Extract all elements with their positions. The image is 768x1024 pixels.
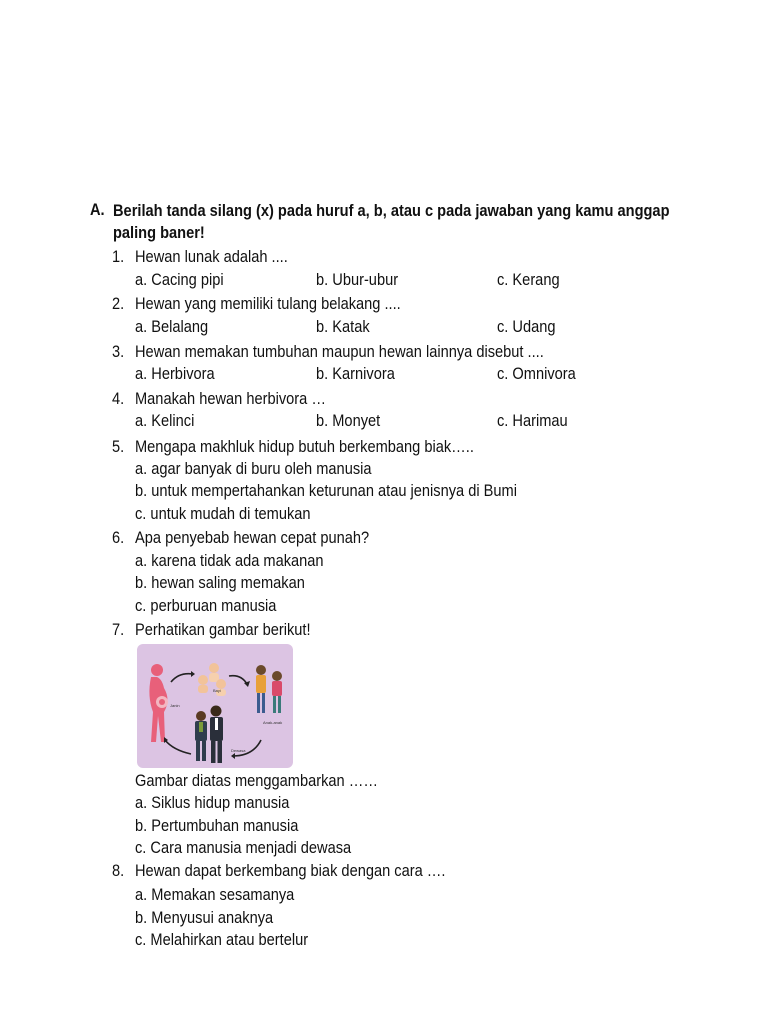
option-b: b. hewan saling memakan <box>135 573 305 592</box>
question-number: 6. <box>112 528 125 547</box>
pregnant-woman-icon <box>149 664 168 742</box>
question-number: 3. <box>112 342 125 361</box>
option-c: c. Omnivora <box>497 364 576 383</box>
option-c: c. Melahirkan atau bertelur <box>135 930 309 949</box>
label-dewasa: Dewasa <box>231 748 246 753</box>
figure-question-text: Gambar diatas menggambarkan …… <box>135 771 378 790</box>
option-a: a. Memakan sesamanya <box>135 885 295 904</box>
question-text: Hewan memakan tumbuhan maupun hewan lainnya disebut .... <box>135 342 544 361</box>
section-instruction-continued: paling baner! <box>113 223 205 242</box>
option-c: c. Cara manusia menjadi dewasa <box>135 838 352 857</box>
option-c: c. Harimau <box>497 411 568 430</box>
question-text: Hewan yang memiliki tulang belakang .... <box>135 294 401 313</box>
human-life-cycle-figure <box>137 644 293 768</box>
option-b: b. Karnivora <box>316 364 395 383</box>
option-a: a. Siklus hidup manusia <box>135 793 290 812</box>
question-number: 7. <box>112 620 125 639</box>
adults-icon <box>195 706 223 764</box>
label-anak: Anak-anak <box>263 720 283 725</box>
option-c: c. Udang <box>497 317 556 336</box>
option-a: a. agar banyak di buru oleh manusia <box>135 459 372 478</box>
option-c: c. Kerang <box>497 270 560 289</box>
question-text: Apa penyebab hewan cepat punah? <box>135 528 370 547</box>
label-janin: Janin <box>170 703 180 708</box>
question-number: 4. <box>112 389 125 408</box>
question-number: 5. <box>112 437 125 456</box>
option-c: c. untuk mudah di temukan <box>135 504 311 523</box>
option-a: a. Cacing pipi <box>135 270 224 289</box>
option-b: b. Katak <box>316 317 370 336</box>
option-a: a. karena tidak ada makanan <box>135 551 324 570</box>
babies-icon <box>198 663 226 696</box>
option-b: b. untuk mempertahankan keturunan atau jenisnya di Bumi <box>135 481 517 500</box>
question-number: 8. <box>112 861 125 880</box>
option-a: a. Belalang <box>135 317 209 336</box>
option-a: a. Kelinci <box>135 411 195 430</box>
option-c: c. perburuan manusia <box>135 596 277 615</box>
label-bayi: Bayi <box>213 688 221 693</box>
question-text: Manakah hewan herbivora … <box>135 389 326 408</box>
question-text: Mengapa makhluk hidup butuh berkembang biak….. <box>135 437 474 456</box>
option-b: b. Menyusui anaknya <box>135 908 274 927</box>
question-text: Hewan lunak adalah .... <box>135 247 288 266</box>
option-b: b. Pertumbuhan manusia <box>135 816 299 835</box>
children-icon <box>256 665 282 713</box>
option-b: b. Ubur-ubur <box>316 270 399 289</box>
question-number: 1. <box>112 247 125 266</box>
life-cycle-illustration <box>137 644 293 768</box>
section-instruction: Berilah tanda silang (x) pada huruf a, b, atau c pada jawaban yang kamu anggap <box>113 201 670 220</box>
question-text: Hewan dapat berkembang biak dengan cara …. <box>135 861 446 880</box>
section-letter: A. <box>90 200 105 219</box>
option-b: b. Monyet <box>316 411 381 430</box>
option-a: a. Herbivora <box>135 364 215 383</box>
question-number: 2. <box>112 294 125 313</box>
question-text: Perhatikan gambar berikut! <box>135 620 311 639</box>
